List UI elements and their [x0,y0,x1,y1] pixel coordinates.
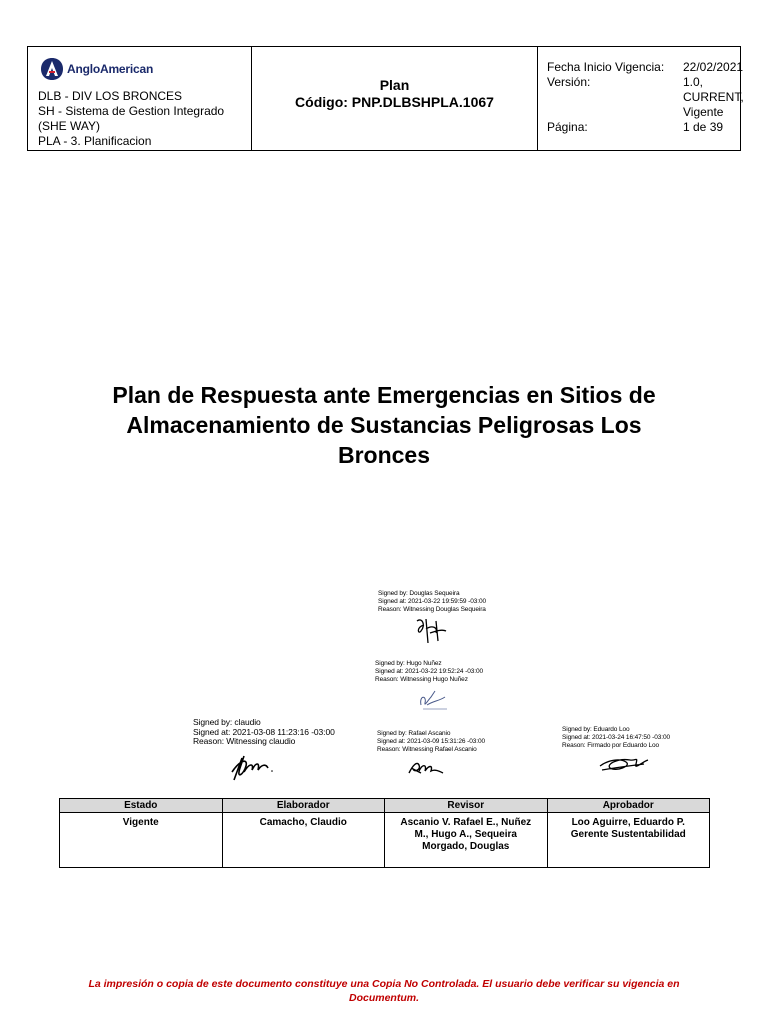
pagina-value: 1 de 39 [683,120,724,134]
classification-line: DLB - DIV LOS BRONCES [38,89,183,103]
header-right-cell [538,47,744,150]
signature-line: Reason: Witnessing Hugo Nuñez [375,676,468,683]
fecha-row [547,60,763,75]
signature-line: Signed at: 2021-03-22 19:52:24 -03:00 [375,668,483,675]
cell-line: M., Hugo A., Sequeira [414,829,517,840]
fecha-value: 22/02/2021 [683,60,744,74]
header-left-cell [28,47,252,150]
signature-block-nunez [375,660,483,684]
approvals-table [59,798,710,868]
signature-line: Signed at: 2021-03-09 15:31:26 -03:00 [377,738,485,745]
cell-estado [60,813,223,868]
document-metadata [547,60,763,135]
header-mid-cell [252,47,538,150]
document-id [252,77,537,111]
signature-image-claudio [228,750,278,784]
signature-block-sequeira [378,590,486,614]
signature-line: Reason: Firmado por Eduardo Loo [562,742,659,749]
logo-wordmark: AngloAmerican [67,62,154,76]
signature-image-nunez [415,687,455,713]
anglo-american-logo-icon [40,57,64,81]
signature-line: Reason: Witnessing Douglas Sequeira [378,606,486,613]
version-row [547,75,763,120]
header-revisor: Revisor [385,799,548,813]
signature-line: Reason: Witnessing claudio [193,736,296,746]
fecha-label: Fecha Inicio Vigencia: [547,60,665,74]
document-type: Plan [379,77,410,93]
signature-line: Signed by: Douglas Sequeira [378,590,460,597]
notice-line: La impresión o copia de este documento constituye una Copia No Controlada. El usuario debe verificar su vigencia en [88,978,680,990]
version-label: Versión: [547,75,591,89]
classification-line: (SHE WAY) [38,119,100,133]
signature-line: Signed by: Hugo Nuñez [375,660,442,667]
document-title [80,380,688,470]
signature-line: Signed by: Eduardo Loo [562,726,630,733]
header-elaborador: Elaborador [222,799,385,813]
notice-line: Documentum. [348,992,419,1004]
pagina-row [547,120,763,135]
cell-revisor [385,813,548,868]
title-line: Plan de Respuesta ante Emergencias en Sitios de [112,382,656,408]
signature-image-sequeira [412,615,452,647]
signature-line: Signed at: 2021-03-22 19:59:59 -03:00 [378,598,486,605]
version-line: Vigente [683,105,724,119]
classification-line: PLA - 3. Planificacion [38,134,152,148]
anglo-american-logo [40,56,153,82]
cell-line: Morgado, Douglas [422,841,510,852]
title-line: Bronces [337,442,431,468]
pagina-label: Página: [547,120,588,134]
cell-line: Gerente Sustentabilidad [570,829,686,840]
version-value [683,75,763,120]
signature-line: Signed at: 2021-03-08 11:23:16 -03:00 [193,726,335,737]
version-line: CURRENT, [683,90,744,104]
classification-line: SH - Sistema de Gestion Integrado [38,104,225,118]
approvals-header-row [60,799,710,813]
cell-aprobador [547,813,710,868]
signature-line: Signed by: claudio [193,717,261,727]
signature-line: Signed at: 2021-03-24 16:47:50 -03:00 [562,734,670,741]
document-header [27,46,744,151]
cell-elaborador [222,813,385,868]
cell-line: Loo Aguirre, Eduardo P. [571,817,685,828]
version-line: 1.0, [683,75,704,89]
signature-image-loo [596,752,654,776]
table-row [60,813,710,868]
signature-block-claudio [193,718,335,747]
uncontrolled-copy-notice [30,977,738,1005]
cell-line: Camacho, Claudio [259,817,347,828]
cell-line: Vigente [122,817,159,828]
signature-block-ascanio [377,730,485,754]
signature-block-loo [562,726,670,750]
signature-line: Signed by: Rafael Ascanio [377,730,451,737]
header-aprobador: Aprobador [547,799,710,813]
header-estado: Estado [60,799,223,813]
cell-line: Ascanio V. Rafael E., Nuñez [400,817,532,828]
signature-image-ascanio [405,757,447,779]
signature-line: Reason: Witnessing Rafael Ascanio [377,746,477,753]
document-code: Código: PNP.DLBSHPLA.1067 [295,94,494,110]
document-classification [38,89,224,149]
title-line: Almacenamiento de Sustancias Peligrosas Los [126,412,642,438]
